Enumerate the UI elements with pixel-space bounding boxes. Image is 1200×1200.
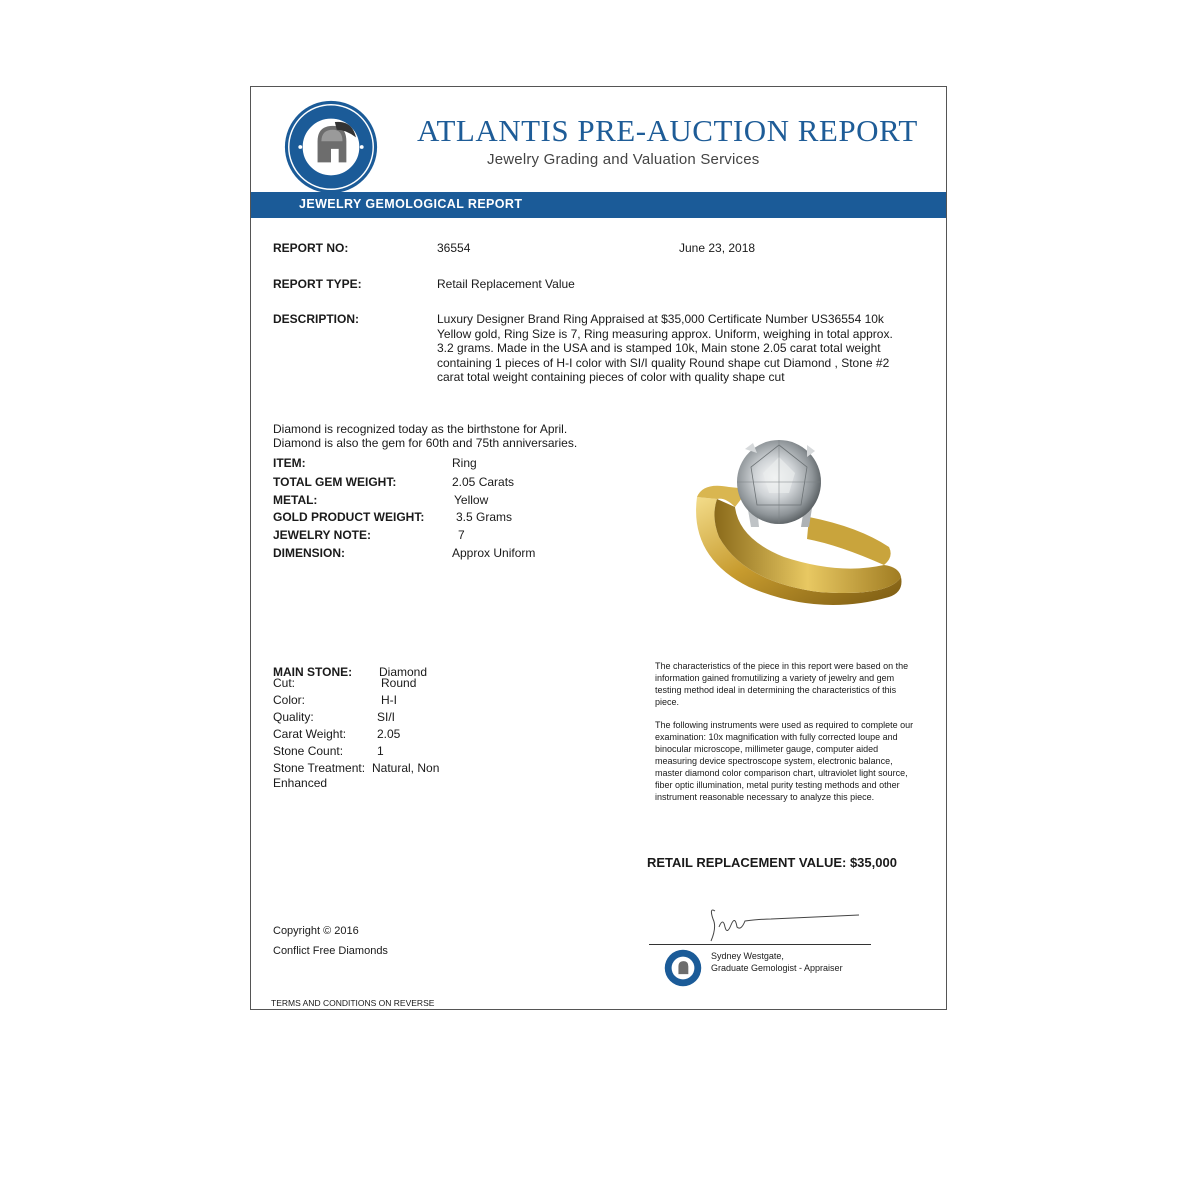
birthstone-line-2: Diamond is also the gem for 60th and 75th anniversaries. <box>273 436 578 450</box>
jewelry-note-label: JEWELRY NOTE: <box>273 528 372 542</box>
signer-block <box>711 950 843 974</box>
cut-value: Round <box>381 676 417 690</box>
conflict-free-text: Conflict Free Diamonds <box>273 945 388 957</box>
signature-image <box>701 897 861 947</box>
terms-note: TERMS AND CONDITIONS ON REVERSE <box>271 998 435 1008</box>
report-title: ATLANTIS PRE-AUCTION REPORT <box>417 113 918 148</box>
carat-weight-label: Carat Weight: <box>273 727 347 741</box>
report-no-label: REPORT NO: <box>273 241 349 255</box>
copyright-text: Copyright © 2016 <box>273 925 359 937</box>
report-type-value: Retail Replacement Value <box>437 277 575 291</box>
band-title: JEWELRY GEMOLOGICAL REPORT <box>299 197 523 211</box>
signer-name: Sydney Westgate, <box>711 951 784 961</box>
quality-label: Quality: <box>273 710 314 724</box>
disclaimer-paragraph-1: The characteristics of the piece in this report were based on the information gained fromutilizing a variety of jewelry and gem testing method ideal in determining the characteristics of this piece. <box>655 661 909 707</box>
report-type-label: REPORT TYPE: <box>273 277 362 291</box>
report-date: June 23, 2018 <box>679 241 756 255</box>
report-no-value: 36554 <box>437 241 471 255</box>
metal-label: METAL: <box>273 493 318 507</box>
main-stone-label: MAIN STONE: <box>273 665 353 679</box>
gold-weight-value: 3.5 Grams <box>456 510 513 524</box>
dimension-value: Approx Uniform <box>452 546 536 560</box>
retail-replacement-value: RETAIL REPLACEMENT VALUE: $35,000 <box>647 855 897 870</box>
stone-count-label: Stone Count: <box>273 744 344 758</box>
cut-label: Cut: <box>273 676 296 690</box>
quality-value: SI/I <box>377 710 396 724</box>
signer-title: Graduate Gemologist - Appraiser <box>711 963 843 973</box>
stone-treatment-value: Natural, Non <box>372 761 440 775</box>
color-value: H-I <box>381 693 397 707</box>
color-label: Color: <box>273 693 306 707</box>
item-value: Ring <box>452 456 477 470</box>
total-gem-weight-value: 2.05 Carats <box>452 475 515 489</box>
main-stone-value: Diamond <box>379 665 428 679</box>
atlantis-small-logo-icon <box>664 949 702 987</box>
description-text: Luxury Designer Brand Ring Appraised at $35,000 Certificate Number US36554 10k Yellow gold, Ring Size is 7, Ring measuring approx. Uniform, weighing in total approx. 3.2 grams. Made in the USA and is stamped 10k, Main stone 2.05 carat total weight containing 1 pieces of H-I color with SI/I quality Round shape cut Diamond , Stone #2 carat total weight containing pieces of color with quality shape cut <box>437 312 893 384</box>
section-band <box>251 192 946 218</box>
appraisal-report-document <box>250 86 947 1010</box>
birthstone-line-1: Diamond is recognized today as the birthstone for April. <box>273 422 568 436</box>
carat-weight-value: 2.05 <box>377 727 401 741</box>
birthstone-note <box>273 422 577 450</box>
dimension-label: DIMENSION: <box>273 546 345 560</box>
atlantis-logo-seal-icon <box>283 99 379 195</box>
item-label: ITEM: <box>273 456 306 470</box>
metal-value: Yellow <box>454 493 489 507</box>
gold-weight-label: GOLD PRODUCT WEIGHT: <box>273 510 425 524</box>
description-label: DESCRIPTION: <box>273 312 360 326</box>
jewelry-note-value: 7 <box>458 528 465 542</box>
total-gem-weight-label: TOTAL GEM WEIGHT: <box>273 475 397 489</box>
disclaimer-paragraph-2: The following instruments were used as required to complete our examination: 10x magnification with fully corrected loupe and binocular microscope, millimeter gauge, computer aided measuring device spectroscope system, electronic balance, master diamond color comparison chart, ultraviolet light source, fiber optic illumination, metal purity testing methods and other instrument reasonable necessary to analyze this piece. <box>655 720 914 802</box>
stone-treatment-label: Stone Treatment: <box>273 761 366 775</box>
stone-count-value: 1 <box>377 744 384 758</box>
diamond-ring-image <box>689 427 909 617</box>
report-subtitle: Jewelry Grading and Valuation Services <box>487 151 760 168</box>
stone-treatment-value-cont: Enhanced <box>273 776 328 790</box>
signature-line <box>649 944 871 945</box>
